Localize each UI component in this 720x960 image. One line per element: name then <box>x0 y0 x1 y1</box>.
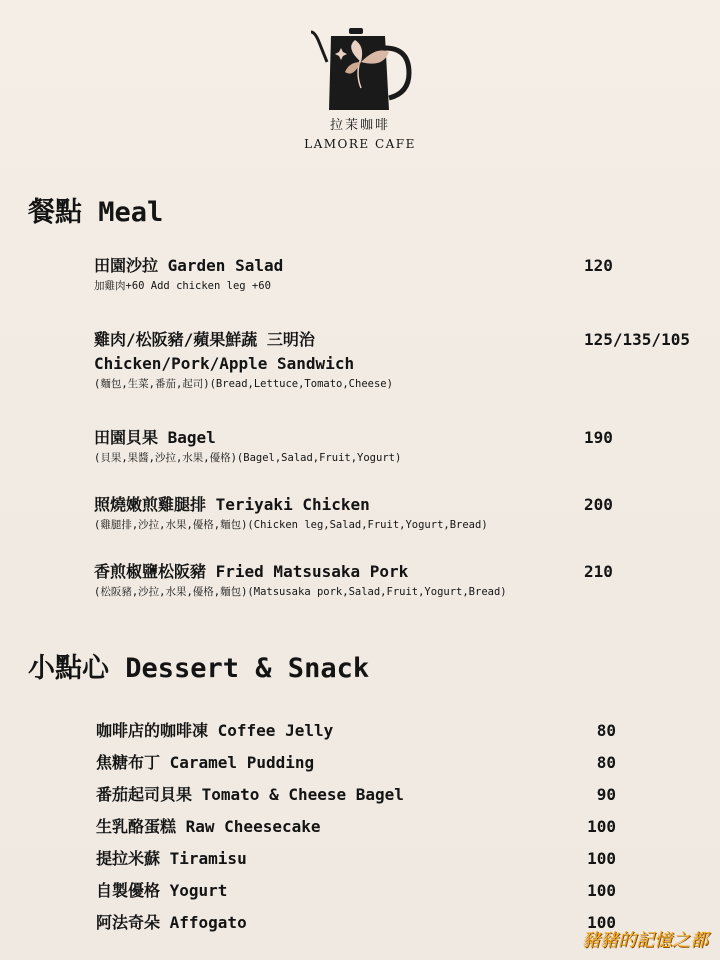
item-name: 咖啡店的咖啡凍 Coffee Jelly <box>96 721 334 740</box>
item-name: 焦糖布丁 Caramel Pudding <box>96 753 315 772</box>
item-name: 自製優格 Yogurt <box>96 881 228 900</box>
menu-item-sandwich <box>94 328 690 392</box>
item-name: 香煎椒鹽松阪豬 Fried Matsusaka Pork <box>94 562 409 581</box>
item-price: 100 <box>587 881 616 900</box>
dessert-item <box>96 718 616 744</box>
item-price: 100 <box>587 849 616 868</box>
menu-item-garden-salad <box>94 254 690 294</box>
menu-item-teriyaki-chicken <box>94 493 690 533</box>
item-price: 190 <box>584 428 613 447</box>
item-name: 田園貝果 Bagel <box>94 428 216 447</box>
item-name: 提拉米蘇 Tiramisu <box>96 849 247 868</box>
item-price: 210 <box>584 562 613 581</box>
item-price: 80 <box>596 753 616 772</box>
item-description: 加雞肉+60 Add chicken leg +60 <box>94 280 271 292</box>
dessert-section-title: 小點心 Dessert & Snack <box>28 653 370 684</box>
item-price: 80 <box>596 721 616 740</box>
item-name: 阿法奇朵 Affogato <box>96 913 247 932</box>
item-name: 田園沙拉 Garden Salad <box>94 256 284 275</box>
item-name: 番茄起司貝果 Tomato & Cheese Bagel <box>96 785 404 804</box>
item-description: (松阪豬,沙拉,水果,優格,麵包)(Matsusaka pork,Salad,Fruit,Yogurt,Bread) <box>94 586 507 598</box>
item-description: (麵包,生菜,番茄,起司)(Bread,Lettuce,Tomato,Cheese) <box>94 378 393 390</box>
item-price: 90 <box>596 785 616 804</box>
dessert-item <box>96 750 616 776</box>
logo-chinese-name: 拉茉咖啡 <box>329 118 390 133</box>
item-price: 200 <box>584 495 613 514</box>
dessert-item <box>96 878 616 904</box>
menu-item-matsusaka-pork <box>94 560 690 600</box>
item-price: 100 <box>587 817 616 836</box>
cafe-logo <box>0 18 720 151</box>
meal-section-title: 餐點 Meal <box>28 197 164 228</box>
item-description: (雞腿排,沙拉,水果,優格,麵包)(Chicken leg,Salad,Fruit,Yogurt,Bread) <box>94 519 488 531</box>
kettle-flower-logo <box>305 18 415 110</box>
dessert-item <box>96 846 616 872</box>
item-price: 100 <box>587 913 616 932</box>
dessert-item <box>96 782 616 808</box>
item-price: 120 <box>584 256 613 275</box>
item-description: (貝果,果醬,沙拉,水果,優格)(Bagel,Salad,Fruit,Yogurt) <box>94 452 402 464</box>
logo-english-name: LAMORE CAFE <box>304 137 416 151</box>
item-name-english: Chicken/Pork/Apple Sandwich <box>94 354 355 373</box>
menu-item-bagel <box>94 426 690 466</box>
item-name: 雞肉/松阪豬/蘋果鮮蔬 三明治 <box>94 330 315 349</box>
item-name: 照燒嫩煎雞腿排 Teriyaki Chicken <box>94 495 370 514</box>
dessert-item <box>96 814 616 840</box>
item-price: 125/135/105 <box>584 330 690 349</box>
watermark: 豬豬的記憶之都 <box>582 930 708 951</box>
dessert-item <box>96 910 616 936</box>
item-name: 生乳酪蛋糕 Raw Cheesecake <box>96 817 321 836</box>
